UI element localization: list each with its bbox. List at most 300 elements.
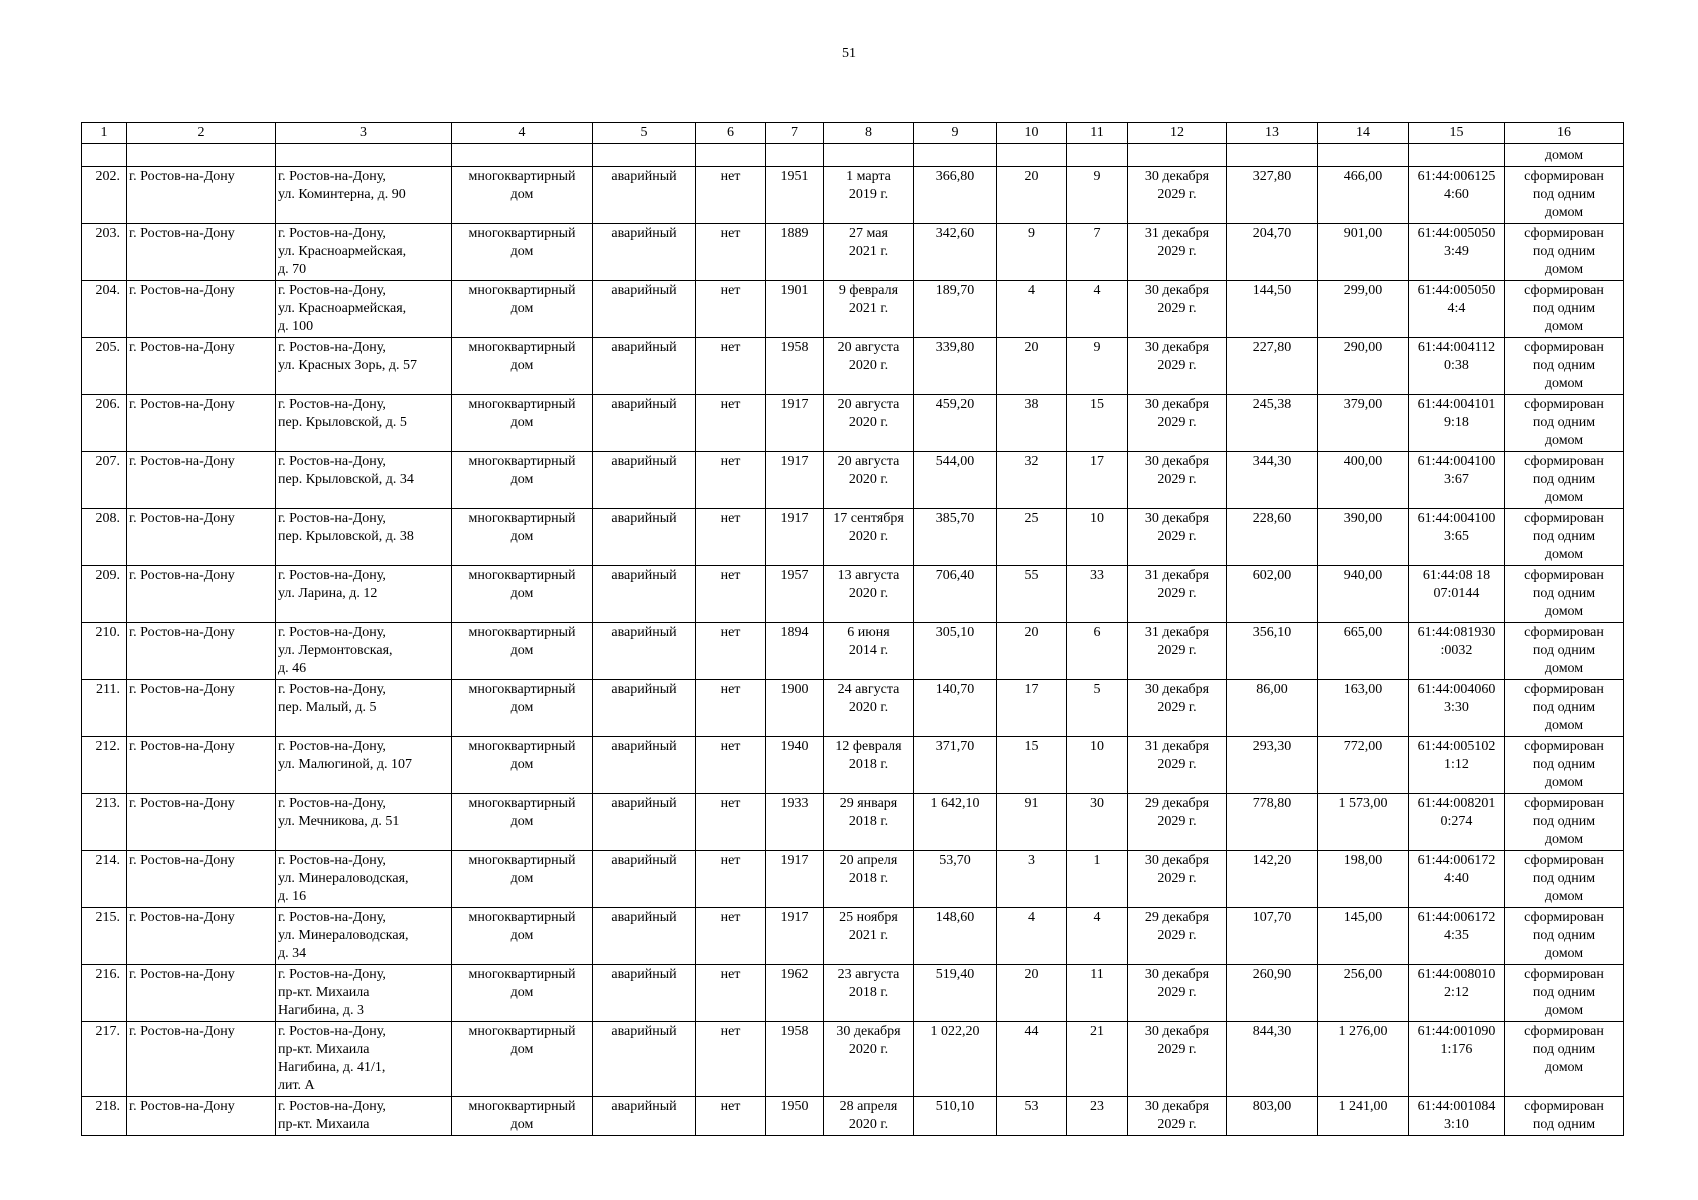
row-number: 205. (82, 338, 127, 395)
recognized-date-cell (824, 1097, 914, 1136)
rooms-cell: 4 (1067, 908, 1128, 965)
address-cell-line: д. 34 (278, 946, 307, 961)
type-cell-line: многоквартирный (468, 340, 576, 355)
column-header-5: 5 (593, 123, 696, 144)
rooms-cell: 30 (1067, 794, 1128, 851)
rooms-cell: 6 (1067, 623, 1128, 680)
type-cell-line: дом (510, 643, 534, 658)
year-cell: 1894 (766, 623, 824, 680)
note-cell-line: под одним (1532, 244, 1596, 259)
col14-cell: 466,00 (1318, 167, 1409, 224)
type-cell-line: многоквартирный (468, 967, 576, 982)
table-row (82, 737, 1624, 794)
note-cell-line: сформирован (1524, 340, 1604, 355)
area-cell: 385,70 (914, 509, 997, 566)
area-cell: 510,10 (914, 1097, 997, 1136)
col13-cell: 602,00 (1227, 566, 1318, 623)
note-cell-line: под одним (1532, 814, 1596, 829)
address-cell (276, 737, 452, 794)
col13-cell: 144,50 (1227, 281, 1318, 338)
recognized-date-cell-line: 23 августа (837, 967, 900, 982)
type-cell-line: дом (510, 871, 534, 886)
cadastre-cell (1409, 509, 1505, 566)
cadastre-cell (1409, 395, 1505, 452)
flag-cell: нет (696, 680, 766, 737)
year-cell: 1950 (766, 1097, 824, 1136)
people-cell: 3 (997, 851, 1067, 908)
deadline-cell-line: 2029 г. (1157, 757, 1197, 772)
city-cell: г. Ростов-на-Дону (127, 452, 276, 509)
recognized-date-cell-line: 2018 г. (848, 814, 889, 829)
address-cell-line: ул. Красных Зорь, д. 57 (278, 358, 418, 373)
empty-cell (82, 144, 127, 167)
col14-cell: 256,00 (1318, 965, 1409, 1022)
type-cell-line: многоквартирный (468, 1024, 576, 1039)
address-cell-line: ул. Коминтерна, д. 90 (278, 187, 406, 202)
deadline-cell-line: 31 декабря (1144, 568, 1210, 583)
type-cell-line: многоквартирный (468, 1099, 576, 1114)
cadastre-cell-line: 2:12 (1444, 985, 1469, 1000)
row-number: 204. (82, 281, 127, 338)
column-header-14: 14 (1318, 123, 1409, 144)
cadastre-cell (1409, 737, 1505, 794)
empty-cell (593, 144, 696, 167)
address-cell-line: пер. Крыловской, д. 38 (278, 529, 414, 544)
address-cell-line: г. Ростов-на-Дону, (278, 568, 386, 583)
city-cell: г. Ростов-на-Дону (127, 395, 276, 452)
cadastre-cell (1409, 623, 1505, 680)
note-cell (1505, 851, 1624, 908)
address-cell-line: г. Ростов-на-Дону, (278, 682, 386, 697)
type-cell (452, 167, 593, 224)
address-cell-line: г. Ростов-на-Дону, (278, 340, 386, 355)
table-row (82, 623, 1624, 680)
note-cell-line: под одним (1532, 187, 1596, 202)
note-cell-line: сформирован (1524, 682, 1604, 697)
year-cell: 1958 (766, 1022, 824, 1097)
column-header-9: 9 (914, 123, 997, 144)
type-cell-line: многоквартирный (468, 397, 576, 412)
column-header-10: 10 (997, 123, 1067, 144)
recognized-date-cell-line: 2021 г. (848, 928, 889, 943)
type-cell-line: дом (510, 700, 534, 715)
deadline-cell-line: 2029 г. (1157, 700, 1197, 715)
address-cell (276, 1022, 452, 1097)
address-cell (276, 566, 452, 623)
address-cell (276, 1097, 452, 1136)
deadline-cell (1128, 509, 1227, 566)
col13-cell: 293,30 (1227, 737, 1318, 794)
type-cell-line: дом (510, 1117, 534, 1132)
column-header-11: 11 (1067, 123, 1128, 144)
row-number: 218. (82, 1097, 127, 1136)
cadastre-cell (1409, 680, 1505, 737)
column-header-12: 12 (1128, 123, 1227, 144)
address-cell-line: пр-кт. Михаила (278, 1117, 370, 1132)
rooms-cell: 17 (1067, 452, 1128, 509)
recognized-date-cell-line: 28 апреля (839, 1099, 898, 1114)
cadastre-cell-line: 4:35 (1444, 928, 1469, 943)
address-cell-line: пр-кт. Михаила (278, 1042, 370, 1057)
recognized-date-cell (824, 680, 914, 737)
recognized-date-cell-line: 9 февраля (838, 283, 899, 298)
deadline-cell-line: 2029 г. (1157, 928, 1197, 943)
status-cell: аварийный (593, 509, 696, 566)
row-number: 202. (82, 167, 127, 224)
deadline-cell (1128, 224, 1227, 281)
note-cell-line: под одним (1532, 757, 1596, 772)
deadline-cell-line: 30 декабря (1144, 853, 1210, 868)
address-cell (276, 908, 452, 965)
flag-cell: нет (696, 965, 766, 1022)
recognized-date-cell-line: 30 декабря (836, 1024, 901, 1039)
note-cell-line: сформирован (1524, 967, 1604, 982)
note-cell (1505, 395, 1624, 452)
city-cell: г. Ростов-на-Дону (127, 509, 276, 566)
address-cell (276, 623, 452, 680)
flag-cell: нет (696, 566, 766, 623)
column-header-6: 6 (696, 123, 766, 144)
people-cell: 44 (997, 1022, 1067, 1097)
recognized-date-cell (824, 452, 914, 509)
cadastre-cell-line: 61:44:004100 (1417, 511, 1496, 526)
type-cell (452, 281, 593, 338)
type-cell-line: дом (510, 814, 534, 829)
type-cell-line: дом (510, 415, 534, 430)
note-cell-line: домом (1544, 946, 1584, 961)
type-cell-line: дом (510, 586, 534, 601)
city-cell: г. Ростов-на-Дону (127, 338, 276, 395)
table-row (82, 1097, 1624, 1136)
note-cell-line: под одним (1532, 928, 1596, 943)
rooms-cell: 33 (1067, 566, 1128, 623)
status-cell: аварийный (593, 851, 696, 908)
year-cell: 1957 (766, 566, 824, 623)
col14-cell: 299,00 (1318, 281, 1409, 338)
area-cell: 305,10 (914, 623, 997, 680)
type-cell (452, 566, 593, 623)
note-cell-line: домом (1544, 604, 1584, 619)
note-cell-line: сформирован (1524, 739, 1604, 754)
note-cell (1505, 1097, 1624, 1136)
deadline-cell-line: 2029 г. (1157, 529, 1197, 544)
cadastre-cell-line: 61:44:006125 (1417, 169, 1496, 184)
cadastre-cell-line: 1:176 (1440, 1042, 1473, 1057)
cadastre-cell-line: 4:60 (1444, 187, 1469, 202)
cadastre-cell (1409, 965, 1505, 1022)
address-cell-line: пер. Крыловской, д. 34 (278, 472, 414, 487)
col13-cell: 344,30 (1227, 452, 1318, 509)
area-cell: 148,60 (914, 908, 997, 965)
type-cell-line: многоквартирный (468, 454, 576, 469)
recognized-date-cell (824, 1022, 914, 1097)
recognized-date-cell-line: 17 сентября (833, 511, 904, 526)
address-cell-line: ул. Красноармейская, (278, 301, 407, 316)
address-cell-line: г. Ростов-на-Дону, (278, 625, 386, 640)
note-cell-line: сформирован (1524, 226, 1604, 241)
type-cell (452, 794, 593, 851)
city-cell: г. Ростов-на-Дону (127, 851, 276, 908)
note-cell-line: домом (1544, 547, 1584, 562)
rooms-cell: 9 (1067, 338, 1128, 395)
flag-cell: нет (696, 623, 766, 680)
address-cell (276, 281, 452, 338)
deadline-cell-line: 30 декабря (1144, 283, 1210, 298)
col14-cell: 379,00 (1318, 395, 1409, 452)
type-cell-line: многоквартирный (468, 910, 576, 925)
city-cell: г. Ростов-на-Дону (127, 623, 276, 680)
note-cell (1505, 167, 1624, 224)
people-cell: 53 (997, 1097, 1067, 1136)
status-cell: аварийный (593, 965, 696, 1022)
empty-cell (1067, 144, 1128, 167)
recognized-date-cell-line: 20 апреля (839, 853, 898, 868)
type-cell (452, 338, 593, 395)
address-cell (276, 167, 452, 224)
address-cell-line: пер. Крыловской, д. 5 (278, 415, 407, 430)
deadline-cell-line: 2029 г. (1157, 301, 1197, 316)
type-cell (452, 623, 593, 680)
deadline-cell (1128, 680, 1227, 737)
area-cell: 53,70 (914, 851, 997, 908)
type-cell-line: дом (510, 472, 534, 487)
type-cell-line: дом (510, 1042, 534, 1057)
address-cell-line: г. Ростов-на-Дону, (278, 1024, 386, 1039)
note-cell-line: под одним (1532, 529, 1596, 544)
people-cell: 9 (997, 224, 1067, 281)
note-cell-line: домом (1544, 832, 1584, 847)
cadastre-cell-line: 0:38 (1444, 358, 1469, 373)
deadline-cell (1128, 395, 1227, 452)
table-row (82, 1022, 1624, 1097)
row-number: 206. (82, 395, 127, 452)
column-header-3: 3 (276, 123, 452, 144)
note-cell (1505, 566, 1624, 623)
note-cell-line: под одним (1532, 700, 1596, 715)
deadline-cell-line: 2029 г. (1157, 358, 1197, 373)
rooms-cell: 9 (1067, 167, 1128, 224)
address-cell-line: г. Ростов-на-Дону, (278, 454, 386, 469)
address-cell (276, 794, 452, 851)
flag-cell: нет (696, 167, 766, 224)
deadline-cell-line: 30 декабря (1144, 169, 1210, 184)
flag-cell: нет (696, 851, 766, 908)
table-row (82, 509, 1624, 566)
recognized-date-cell-line: 2021 г. (848, 244, 889, 259)
table-row (82, 395, 1624, 452)
table-row (82, 908, 1624, 965)
table-row (82, 794, 1624, 851)
area-cell: 140,70 (914, 680, 997, 737)
address-cell-line: ул. Минераловодская, (278, 871, 409, 886)
address-cell (276, 509, 452, 566)
deadline-cell-line: 30 декабря (1144, 1099, 1210, 1114)
row-number: 210. (82, 623, 127, 680)
city-cell: г. Ростов-на-Дону (127, 737, 276, 794)
cadastre-cell-line: 3:30 (1444, 700, 1469, 715)
note-cell-line: домом (1544, 490, 1584, 505)
recognized-date-cell-line: 2020 г. (848, 586, 889, 601)
people-cell: 25 (997, 509, 1067, 566)
note-cell-line: сформирован (1524, 796, 1604, 811)
note-cell (1505, 794, 1624, 851)
recognized-date-cell-line: 6 июня (847, 625, 890, 640)
cadastre-cell-line: 61:44:08 18 (1422, 568, 1491, 583)
address-cell (276, 680, 452, 737)
col14-cell: 390,00 (1318, 509, 1409, 566)
deadline-cell (1128, 566, 1227, 623)
city-cell: г. Ростов-на-Дону (127, 281, 276, 338)
recognized-date-cell (824, 737, 914, 794)
address-cell-line: Нагибина, д. 41/1, (278, 1060, 386, 1075)
type-cell-line: многоквартирный (468, 625, 576, 640)
deadline-cell-line: 2029 г. (1157, 643, 1197, 658)
col13-cell: 778,80 (1227, 794, 1318, 851)
recognized-date-cell-line: 2018 г. (848, 985, 889, 1000)
year-cell: 1933 (766, 794, 824, 851)
year-cell: 1917 (766, 908, 824, 965)
continuation-note: домом (1505, 144, 1624, 167)
address-cell-line: д. 70 (278, 262, 307, 277)
column-header-7: 7 (766, 123, 824, 144)
cadastre-cell-line: 3:49 (1444, 244, 1469, 259)
people-cell: 4 (997, 281, 1067, 338)
note-cell-line: домом (1544, 433, 1584, 448)
note-cell-line: под одним (1532, 1117, 1596, 1132)
people-cell: 4 (997, 908, 1067, 965)
recognized-date-cell-line: 2020 г. (848, 472, 889, 487)
rooms-cell: 7 (1067, 224, 1128, 281)
year-cell: 1889 (766, 224, 824, 281)
deadline-cell-line: 2029 г. (1157, 814, 1197, 829)
cadastre-cell (1409, 1022, 1505, 1097)
status-cell: аварийный (593, 167, 696, 224)
rooms-cell: 23 (1067, 1097, 1128, 1136)
year-cell: 1917 (766, 452, 824, 509)
city-cell: г. Ростов-на-Дону (127, 680, 276, 737)
area-cell: 189,70 (914, 281, 997, 338)
deadline-cell (1128, 452, 1227, 509)
type-cell (452, 680, 593, 737)
table-row (82, 965, 1624, 1022)
deadline-cell (1128, 965, 1227, 1022)
col14-cell: 400,00 (1318, 452, 1409, 509)
col13-cell: 327,80 (1227, 167, 1318, 224)
empty-cell (1128, 144, 1227, 167)
year-cell: 1962 (766, 965, 824, 1022)
status-cell: аварийный (593, 737, 696, 794)
type-cell (452, 851, 593, 908)
deadline-cell-line: 30 декабря (1144, 682, 1210, 697)
deadline-cell (1128, 908, 1227, 965)
address-cell-line: пер. Малый, д. 5 (278, 700, 377, 715)
city-cell: г. Ростов-на-Дону (127, 794, 276, 851)
table-row (82, 851, 1624, 908)
rooms-cell: 10 (1067, 737, 1128, 794)
recognized-date-cell (824, 338, 914, 395)
deadline-cell-line: 2029 г. (1157, 985, 1197, 1000)
row-number: 212. (82, 737, 127, 794)
col14-cell: 163,00 (1318, 680, 1409, 737)
note-cell-line: под одним (1532, 358, 1596, 373)
column-header-1: 1 (82, 123, 127, 144)
cadastre-cell-line: 61:44:004112 (1417, 340, 1496, 355)
note-cell-line: сформирован (1524, 511, 1604, 526)
rooms-cell: 15 (1067, 395, 1128, 452)
deadline-cell-line: 2029 г. (1157, 586, 1197, 601)
recognized-date-cell (824, 851, 914, 908)
flag-cell: нет (696, 1022, 766, 1097)
year-cell: 1917 (766, 395, 824, 452)
deadline-cell-line: 2029 г. (1157, 244, 1197, 259)
table-row (82, 680, 1624, 737)
table-row (82, 281, 1624, 338)
table-row (82, 167, 1624, 224)
people-cell: 32 (997, 452, 1067, 509)
cadastre-cell-line: 61:44:004101 (1417, 397, 1496, 412)
type-cell-line: дом (510, 187, 534, 202)
empty-cell (766, 144, 824, 167)
recognized-date-cell-line: 27 мая (849, 226, 888, 241)
note-cell-line: сформирован (1524, 454, 1604, 469)
recognized-date-cell-line: 25 ноября (839, 910, 898, 925)
people-cell: 20 (997, 167, 1067, 224)
recognized-date-cell-line: 2018 г. (848, 871, 889, 886)
year-cell: 1958 (766, 338, 824, 395)
status-cell: аварийный (593, 281, 696, 338)
cadastre-cell-line: 61:44:004060 (1417, 682, 1496, 697)
column-header-8: 8 (824, 123, 914, 144)
note-cell (1505, 680, 1624, 737)
note-cell-line: под одним (1532, 472, 1596, 487)
deadline-cell (1128, 167, 1227, 224)
note-cell-line: сформирован (1524, 1024, 1604, 1039)
address-cell-line: г. Ростов-на-Дону, (278, 226, 386, 241)
empty-cell (1227, 144, 1318, 167)
cadastre-cell-line: 9:18 (1444, 415, 1469, 430)
recognized-date-cell (824, 167, 914, 224)
cadastre-cell-line: 61:44:081930 (1417, 625, 1496, 640)
recognized-date-cell-line: 2018 г. (848, 757, 889, 772)
deadline-cell-line: 29 декабря (1144, 796, 1210, 811)
row-number: 214. (82, 851, 127, 908)
area-cell: 459,20 (914, 395, 997, 452)
people-cell: 20 (997, 965, 1067, 1022)
address-cell-line: ул. Минераловодская, (278, 928, 409, 943)
cadastre-cell-line: 61:44:001084 (1417, 1099, 1496, 1114)
recognized-date-cell-line: 13 августа (837, 568, 900, 583)
people-cell: 20 (997, 338, 1067, 395)
address-cell-line: г. Ростов-на-Дону, (278, 397, 386, 412)
area-cell: 544,00 (914, 452, 997, 509)
type-cell (452, 737, 593, 794)
rooms-cell: 11 (1067, 965, 1128, 1022)
cadastre-cell (1409, 452, 1505, 509)
recognized-date-cell-line: 2020 г. (848, 1042, 889, 1057)
recognized-date-cell (824, 509, 914, 566)
col14-cell: 290,00 (1318, 338, 1409, 395)
type-cell (452, 1022, 593, 1097)
note-cell-line: под одним (1532, 643, 1596, 658)
empty-cell (452, 144, 593, 167)
cadastre-cell (1409, 167, 1505, 224)
empty-cell (914, 144, 997, 167)
col13-cell: 204,70 (1227, 224, 1318, 281)
col13-cell: 142,20 (1227, 851, 1318, 908)
status-cell: аварийный (593, 452, 696, 509)
note-cell (1505, 281, 1624, 338)
table-row (82, 338, 1624, 395)
